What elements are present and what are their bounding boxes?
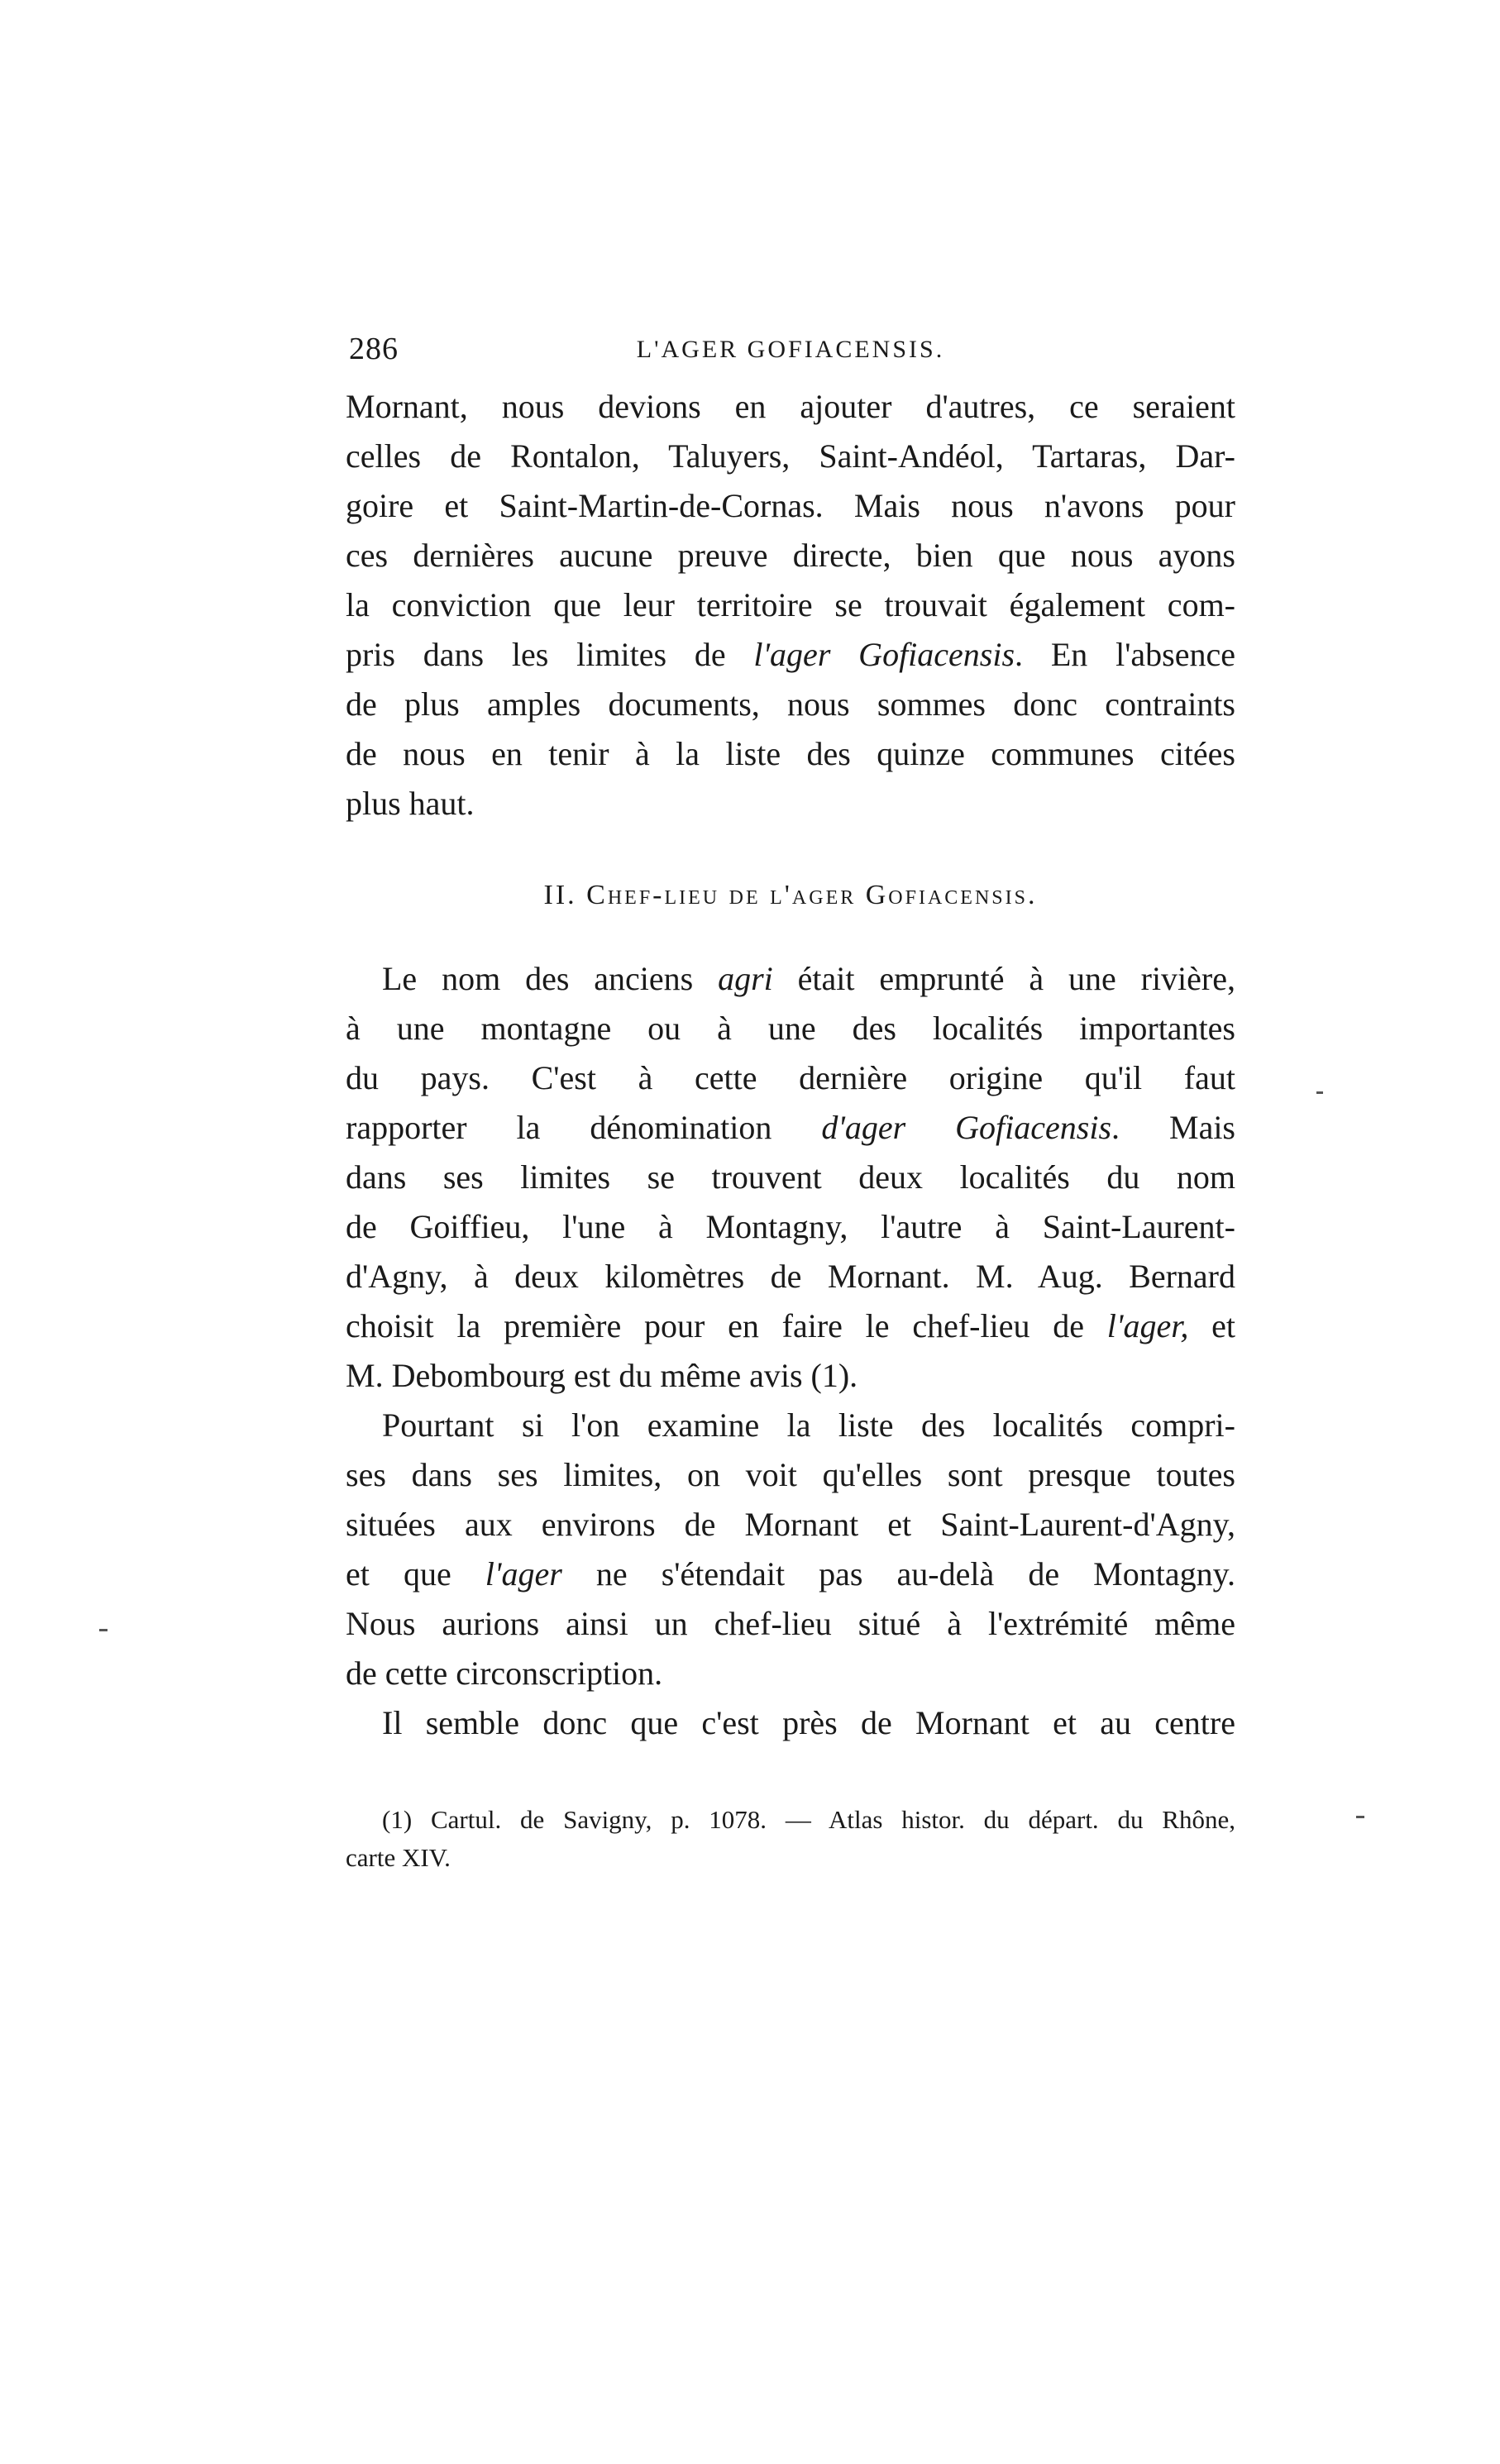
text-line: de plus amples documents, nous sommes donc contraints [346, 685, 1235, 723]
text-line: la conviction que leur territoire se trouvait également com- [346, 586, 1235, 623]
paragraph-2 [346, 954, 1235, 1401]
text-line: Nous aurions ainsi un chef-lieu situé à l'extrémité même [346, 1605, 1235, 1642]
italic-term: agri [718, 960, 773, 997]
book-page [346, 331, 1235, 1877]
margin-mark [99, 1629, 107, 1631]
text-run: Le nom des anciens [382, 960, 719, 997]
text-line [346, 630, 1235, 680]
text-line: Pourtant si l'on examine la liste des localités compri- [382, 1406, 1235, 1444]
text-line: de Goiffieu, l'une à Montagny, l'autre à Saint-Laurent- [346, 1208, 1235, 1245]
running-title: L'AGER GOFIACENSIS. [636, 336, 945, 363]
page-number: 286 [349, 332, 399, 366]
italic-term: l'ager [485, 1555, 562, 1593]
paragraph-1 [346, 382, 1235, 828]
text-run: ne s'étendait pas au-delà de Montagny. [561, 1555, 1235, 1593]
text-run: et que [346, 1555, 485, 1593]
text-line [346, 1550, 1235, 1599]
text-line: de cette circonscription. [346, 1655, 663, 1692]
text-run: . En l'absence [1015, 636, 1235, 673]
text-run: était emprunté à une rivière, [772, 960, 1236, 997]
text-line: de nous en tenir à la liste des quinze communes citées [346, 735, 1235, 772]
paragraph-3 [346, 1401, 1235, 1698]
text-run: et [1188, 1307, 1235, 1344]
italic-term: l'ager Gofiacensis [753, 636, 1015, 673]
text-run: choisit la première pour en faire le chef-lieu de [346, 1307, 1107, 1344]
text-run: . Mais [1111, 1109, 1235, 1146]
footnote-line: (1) Cartul. de Savigny, p. 1078. — Atlas histor. du départ. du Rhône, [382, 1805, 1235, 1834]
text-line: dans ses limites se trouvent deux localités du nom [346, 1158, 1235, 1196]
margin-mark [1316, 1091, 1323, 1094]
italic-term: d'ager Gofiacensis [821, 1109, 1112, 1146]
footnote [346, 1801, 1235, 1877]
text-line: d'Agny, à deux kilomètres de Mornant. M. Aug. Bernard [346, 1258, 1235, 1295]
text-run: rapporter la dénomination [346, 1109, 822, 1146]
footnote-line: carte XIV. [346, 1843, 451, 1872]
italic-term: l'ager, [1106, 1307, 1189, 1344]
text-line: Il semble donc que c'est près de Mornant et au centre [382, 1704, 1235, 1741]
margin-mark [1356, 1816, 1364, 1818]
running-head [346, 331, 1235, 372]
text-line: situées aux environs de Mornant et Saint-Laurent-d'Agny, [346, 1506, 1235, 1543]
text-line: à une montagne ou à une des localités importantes [346, 1010, 1235, 1047]
text-line: M. Debombourg est du même avis (1). [346, 1357, 858, 1394]
paragraph-4 [346, 1698, 1235, 1748]
text-run: pris dans les limites de [346, 636, 754, 673]
text-line: ces dernières aucune preuve directe, bien que nous ayons [346, 537, 1235, 574]
text-line: du pays. C'est à cette dernière origine qu'il faut [346, 1059, 1235, 1096]
text-line: plus haut. [346, 785, 475, 822]
text-line: goire et Saint-Martin-de-Cornas. Mais nous n'avons pour [346, 487, 1235, 524]
text-line: Mornant, nous devions en ajouter d'autres, ce seraient [346, 388, 1235, 425]
section-heading: II. Chef-lieu de l'ager Gofiacensis. [543, 880, 1038, 910]
text-line [346, 954, 1235, 1004]
text-line: ses dans ses limites, on voit qu'elles sont presque toutes [346, 1456, 1235, 1493]
text-line [346, 1301, 1235, 1351]
text-line: celles de Rontalon, Taluyers, Saint-Andéol, Tartaras, Dar- [346, 437, 1235, 475]
text-line [346, 1103, 1235, 1153]
